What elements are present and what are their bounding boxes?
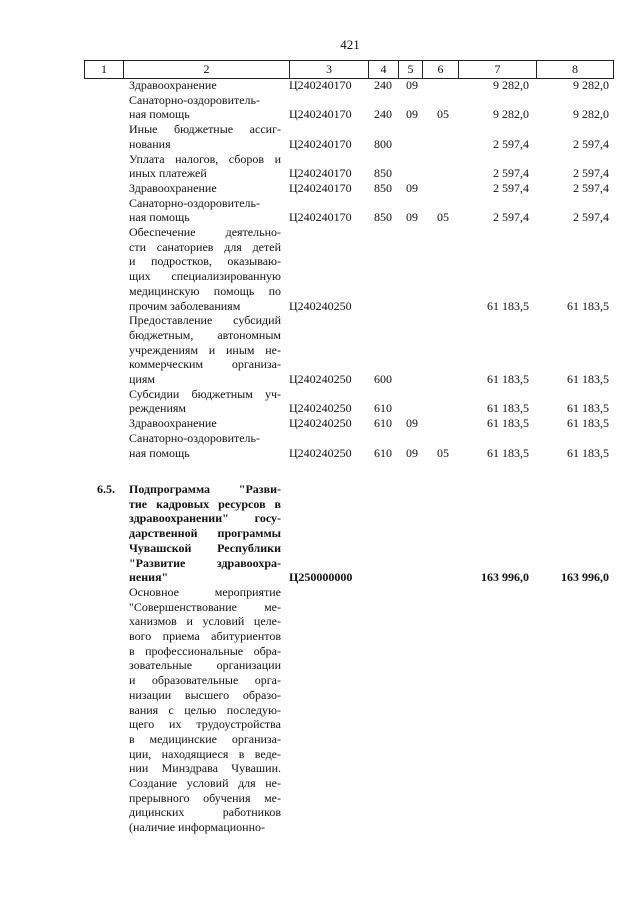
- row-description-line: Иные бюджетные ассиг-: [129, 122, 281, 137]
- cell-target-code: Ц240240170: [289, 210, 352, 225]
- section-title-line: тие кадровых ресурсов в: [129, 496, 281, 511]
- cell-subsection: 05: [437, 445, 449, 460]
- cell-expense-group: 850: [374, 180, 392, 195]
- cell-target-code: Ц240240250: [289, 401, 352, 416]
- cell-subsection: 05: [437, 210, 449, 225]
- table-header-row: [84, 60, 614, 79]
- event-description-line: ханизмов и условий целе-: [129, 614, 281, 629]
- row-description-line: учреждениям и иным не-: [129, 342, 281, 357]
- section-title-line: здравоохранении" госу-: [129, 511, 281, 526]
- event-description-line: в профессиональные обра-: [129, 643, 281, 658]
- cell-section: 09: [406, 445, 418, 460]
- cell-amount-8: 2 597,4: [573, 210, 609, 225]
- section-title-line: "Развитие здравоохра-: [129, 555, 281, 570]
- cell-amount-8: 9 282,0: [573, 107, 609, 122]
- row-description-line: циям: [129, 372, 155, 386]
- event-description-line: щего их трудоустройства: [129, 717, 281, 732]
- cell-amount-7: 163 996,0: [481, 570, 529, 585]
- row-description-line: ная помощь: [129, 210, 190, 225]
- row-description-line: реждениям: [129, 401, 187, 416]
- cell-target-code: Ц250000000: [289, 570, 353, 585]
- section-title-line: дарственной программы: [129, 526, 281, 541]
- row-description-line: Здравоохранение: [129, 78, 217, 92]
- row-description-line: и подростков, оказываю-: [129, 254, 281, 269]
- cell-expense-group: 240: [374, 78, 392, 92]
- cell-expense-group: 850: [374, 166, 392, 181]
- cell-target-code: Ц240240170: [289, 166, 352, 181]
- cell-section: 09: [406, 210, 418, 225]
- cell-amount-8: 61 183,5: [567, 445, 609, 460]
- header-col-7: 7: [458, 61, 536, 78]
- event-description-line: и образовательные орга-: [129, 673, 281, 688]
- event-description-line: дицинских работников: [129, 805, 281, 820]
- cell-expense-group: 850: [374, 210, 392, 225]
- row-description-line: щих специализированную: [129, 269, 281, 284]
- cell-amount-8: 2 597,4: [573, 166, 609, 181]
- cell-subsection: 05: [437, 107, 449, 122]
- cell-amount-8: 61 183,5: [567, 372, 609, 386]
- header-col-5: 5: [398, 61, 422, 78]
- row-description-line: Здравоохранение: [129, 416, 217, 431]
- row-description-line: сти санаториев для детей: [129, 239, 281, 254]
- row-description-line: Обеспечение деятельно-: [129, 225, 281, 239]
- event-description-line: "Совершенствование ме-: [129, 599, 281, 614]
- cell-target-code: Ц240240170: [289, 136, 352, 151]
- cell-expense-group: 610: [374, 445, 392, 460]
- event-description-line: прерывного обучения ме-: [129, 790, 281, 805]
- row-description-line: коммерческим организа-: [129, 357, 281, 372]
- event-description-line: зовательные организации: [129, 658, 281, 673]
- row-description-line: Уплата налогов, сборов и: [129, 151, 281, 166]
- cell-amount-8: 61 183,5: [567, 416, 609, 431]
- event-description-line: вания с целью последую-: [129, 702, 281, 717]
- row-description-line: Санаторно-оздоровитель-: [129, 195, 261, 210]
- cell-amount-8: 2 597,4: [573, 180, 609, 195]
- event-description-line: вого приема абитуриентов: [129, 629, 281, 643]
- cell-amount-7: 61 183,5: [487, 401, 529, 416]
- cell-target-code: Ц240240170: [289, 107, 352, 122]
- cell-expense-group: 610: [374, 416, 392, 431]
- event-description-line: ции, находящиеся в веде-: [129, 746, 281, 761]
- row-description-line: Субсидии бюджетным уч-: [129, 386, 281, 401]
- cell-target-code: Ц240240250: [289, 372, 352, 386]
- cell-amount-7: 61 183,5: [487, 298, 529, 313]
- event-description-line: Основное мероприятие: [129, 584, 281, 599]
- cell-amount-7: 9 282,0: [493, 78, 529, 92]
- header-col-8: 8: [536, 61, 613, 78]
- row-description-line: ная помощь: [129, 445, 190, 460]
- row-description-line: Санаторно-оздоровитель-: [129, 92, 261, 107]
- cell-expense-group: 800: [374, 136, 392, 151]
- header-col-2: 2: [123, 61, 289, 78]
- cell-amount-8: 9 282,0: [573, 78, 609, 92]
- cell-expense-group: 240: [374, 107, 392, 122]
- event-description-line: в медицинские организа-: [129, 731, 281, 746]
- cell-amount-7: 2 597,4: [493, 210, 529, 225]
- cell-amount-8: 163 996,0: [561, 570, 609, 585]
- event-description-line: низации высшего образо-: [129, 687, 281, 702]
- cell-amount-7: 2 597,4: [493, 180, 529, 195]
- cell-amount-8: 61 183,5: [567, 401, 609, 416]
- row-description-line: Санаторно-оздоровитель-: [129, 430, 261, 445]
- cell-amount-8: 61 183,5: [567, 298, 609, 313]
- row-description-line: Предоставление субсидий: [129, 313, 281, 328]
- row-description-line: нования: [129, 136, 171, 151]
- cell-amount-7: 2 597,4: [493, 136, 529, 151]
- header-col-3: 3: [289, 61, 368, 78]
- event-description-line: нии Минздрава Чувашии.: [129, 761, 281, 776]
- row-description-line: ная помощь: [129, 107, 190, 122]
- row-description-line: медицинскую помощь по: [129, 283, 281, 298]
- page-number: 421: [340, 37, 360, 52]
- row-description-line: прочим заболеваниям: [129, 298, 241, 313]
- cell-expense-group: 600: [374, 372, 392, 386]
- section-title-line: Чувашской Республики: [129, 540, 281, 555]
- cell-target-code: Ц240240170: [289, 180, 352, 195]
- header-col-1: 1: [101, 62, 107, 76]
- header-col-4: 4: [368, 61, 398, 78]
- cell-section: 09: [406, 107, 418, 122]
- row-description-line: Здравоохранение: [129, 180, 217, 195]
- section-number: 6.5.: [97, 482, 115, 496]
- cell-target-code: Ц240240250: [289, 416, 352, 431]
- section-title-line: нения": [129, 570, 169, 585]
- cell-section: 09: [406, 78, 418, 92]
- header-col-6: 6: [422, 61, 458, 78]
- cell-target-code: Ц240240170: [289, 78, 352, 92]
- event-description-line: (наличие информационно-: [129, 820, 266, 835]
- cell-target-code: Ц240240250: [289, 298, 352, 313]
- cell-amount-7: 61 183,5: [487, 416, 529, 431]
- cell-amount-7: 2 597,4: [493, 166, 529, 181]
- cell-expense-group: 610: [374, 401, 392, 416]
- row-description-line: бюджетным, автономным: [129, 327, 281, 342]
- cell-amount-7: 61 183,5: [487, 372, 529, 386]
- cell-section: 09: [406, 180, 418, 195]
- cell-amount-7: 9 282,0: [493, 107, 529, 122]
- section-title-line: Подпрограмма "Разви-: [129, 482, 281, 496]
- cell-target-code: Ц240240250: [289, 445, 352, 460]
- cell-section: 09: [406, 416, 418, 431]
- cell-amount-8: 2 597,4: [573, 136, 609, 151]
- cell-amount-7: 61 183,5: [487, 445, 529, 460]
- row-description-line: иных платежей: [129, 166, 207, 181]
- event-description-line: Создание условий для не-: [129, 776, 281, 790]
